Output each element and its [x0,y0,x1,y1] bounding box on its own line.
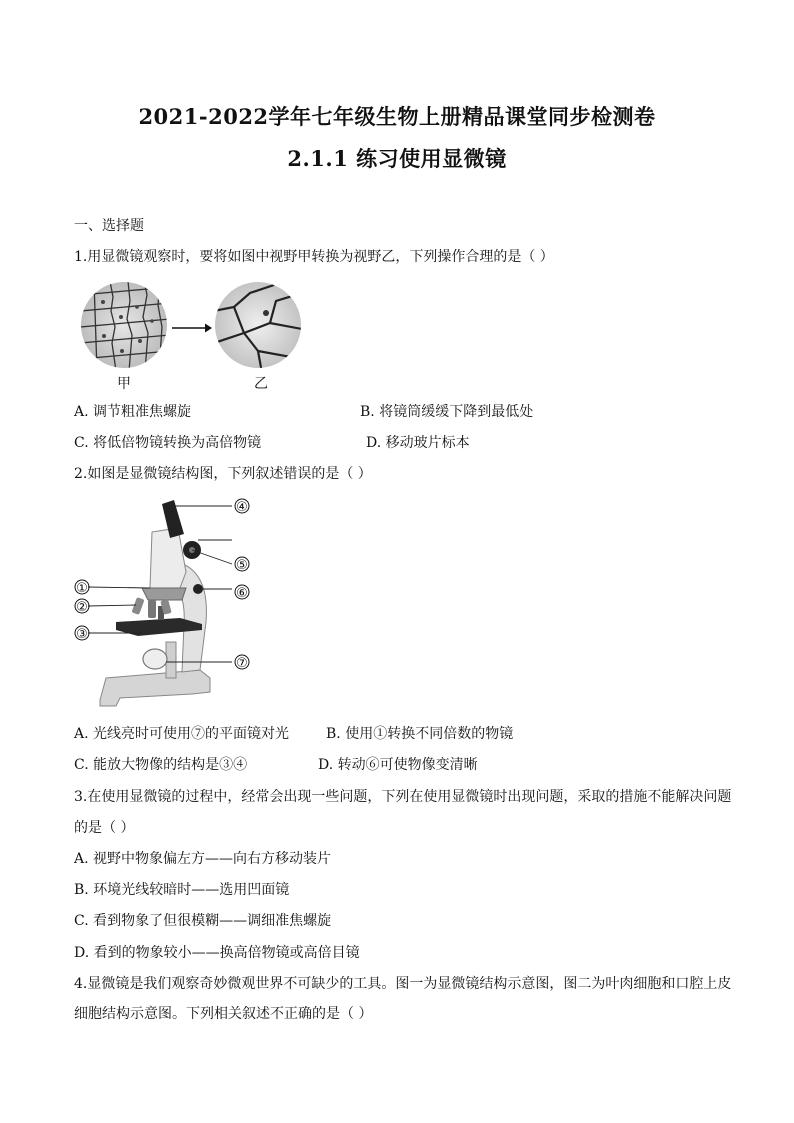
page-title: 2021-2022学年七年级生物上册精品课堂同步检测卷 [138,104,656,129]
cell-view-yi [214,281,302,369]
label-7: ⑦ [236,656,248,671]
question-3-option-a[interactable]: A. 视野中物象偏左方——向右方移动装片 [74,851,332,867]
question-3-option-c[interactable]: C. 看到物象了但很模糊——调细准焦螺旋 [74,913,332,929]
question-1-option-c[interactable]: C. 将低倍物镜转换为高倍物镜 [74,435,262,451]
question-1-option-b[interactable]: B. 将镜筒缓缓下降到最低处 [360,404,534,420]
label-1: ① [76,581,88,596]
label-3: ③ [76,627,88,642]
question-1-option-d[interactable]: D. 移动玻片标本 [366,435,470,451]
question-2-option-b[interactable]: B. 使用①转换不同倍数的物镜 [326,726,514,742]
question-1-stem: 1.用显微镜观察时，要将如图中视野甲转换为视野乙，下列操作合理的是（ ） [74,249,554,265]
label-5: ⑤ [236,558,248,573]
question-4-stem-line-1: 4.显微镜是我们观察奇妙微观世界不可缺少的工具。图一为显微镜结构示意图，图二为叶肉细胞和口腔上皮 [74,976,732,992]
label-6: ⑥ [236,586,248,601]
question-3-option-d[interactable]: D. 看到的物象较小——换高倍物镜或高倍目镜 [74,945,360,961]
question-2-option-a[interactable]: A. 光线亮时可使用⑦的平面镜对光 [74,726,290,742]
question-3-option-b[interactable]: B. 环境光线较暗时——选用凹面镜 [74,882,290,898]
arrow-icon [172,322,212,334]
question-1-option-a[interactable]: A. 调节粗准焦螺旋 [74,404,192,420]
question-2-option-d[interactable]: D. 转动⑥可使物像变清晰 [318,757,478,773]
question-4-stem-line-2: 细胞结构示意图。下列相关叙述不正确的是（ ） [74,1006,373,1022]
question-2-stem: 2.如图是显微镜结构图，下列叙述错误的是（ ） [74,466,372,482]
question-2-option-c[interactable]: C. 能放大物像的结构是③④ [74,757,248,773]
cell-view-jia [80,281,168,369]
question-3-stem-line-1: 3.在使用显微镜的过程中，经常会出现一些问题，下列在使用显微镜时出现问题，采取的措施不能解决问题 [74,789,732,805]
figure-label-yi: 乙 [254,376,268,392]
label-4: ④ [236,500,248,515]
figure-label-jia: 甲 [117,376,131,392]
page-subtitle: 2.1.1 练习使用显微镜 [287,146,507,171]
section-heading: 一、选择题 [74,218,144,234]
microscope-diagram [70,492,260,714]
label-2: ② [76,600,88,615]
question-3-stem-line-2: 的是（ ） [74,820,135,836]
